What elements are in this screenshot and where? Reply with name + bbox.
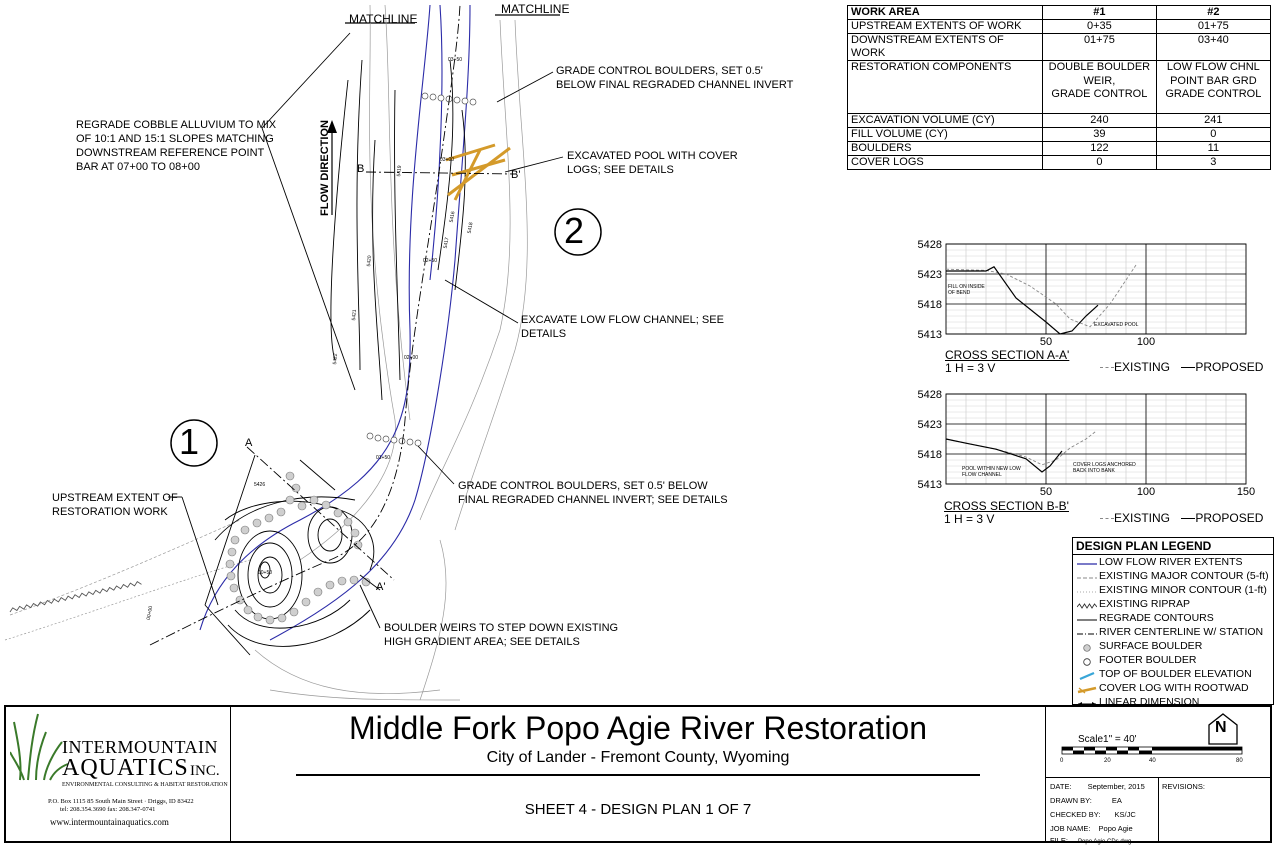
cross-section-b-chart (910, 382, 1260, 497)
legend-title: DESIGN PLAN LEGEND (1073, 538, 1273, 555)
legend-item (1073, 597, 1273, 611)
section-a-prime-label: A' (376, 581, 386, 593)
matchline-right-label: MATCHLINE (501, 2, 570, 16)
table-cell: DOWNSTREAM EXTENTS OF WORK (848, 34, 1043, 61)
table-row (848, 114, 1271, 128)
table-cell: LOW FLOW CHNL POINT BAR GRD GRADE CONTROL (1156, 61, 1270, 114)
company-tagline: ENVIRONMENTAL CONSULTING & HABITAT RESTORATION (62, 782, 228, 788)
table-row (848, 142, 1271, 156)
x-tick-label: 100 (1136, 336, 1156, 347)
cross-section-a-chart (910, 232, 1260, 347)
cross-section-b-title: CROSS SECTION B-B' (944, 499, 1069, 513)
section-a-label: A (245, 437, 253, 449)
field-value: September, 2015 (1087, 782, 1145, 791)
dashdot-icon (1077, 628, 1097, 636)
y-tick-label: 5428 (917, 239, 942, 251)
table-header-cell: #1 (1043, 6, 1157, 20)
station-label: 02+50 (423, 258, 438, 264)
chart-annotation (1073, 462, 1136, 474)
company-phone: tel: 208.354.3690 fax: 208.347-0741 (60, 806, 156, 813)
scale-label: Scale1" = 40' (1078, 734, 1137, 745)
legend-existing: EXISTING (1114, 511, 1171, 525)
legend-item (1073, 639, 1273, 653)
y-tick-label: 5418 (917, 299, 942, 311)
field-value: Popo Agie (1098, 824, 1133, 833)
field-drawn-by (1050, 796, 1122, 805)
x-tick-label: 50 (1039, 336, 1053, 347)
note-pool: EXCAVATED POOL WITH COVER LOGS; SEE DETAILS (567, 150, 738, 176)
legend-item (1073, 555, 1273, 569)
contour-label: 5417 (442, 237, 451, 249)
x-tick-label: 150 (1236, 486, 1256, 497)
field-checked-by (1050, 810, 1136, 819)
contour-label: 5416 (448, 211, 457, 223)
table-cell: 241 (1156, 114, 1270, 128)
scale-bar (1060, 745, 1250, 757)
cross-section-a-title: CROSS SECTION A-A' (945, 348, 1070, 362)
title-block-divider (1045, 707, 1046, 841)
section-line-bb (366, 172, 515, 174)
table-cell: 240 (1043, 114, 1157, 128)
legend-item-label: TOP OF BOULDER ELEVATION (1099, 668, 1252, 680)
chart-annotation-line: FILL ON INSIDE (948, 284, 985, 290)
scale-tick: 0 (1060, 758, 1064, 764)
table-header-cell: WORK AREA (848, 6, 1043, 20)
note-upstream-extent: UPSTREAM EXTENT OF RESTORATION WORK (52, 492, 178, 518)
station-label: 00+00 (145, 605, 155, 621)
table-cell: FILL VOLUME (CY) (848, 128, 1043, 142)
field-value: Popo Agie CDs.dwg (1078, 839, 1132, 845)
contour-label: 5419 (396, 165, 404, 177)
table-cell: 0+35 (1043, 20, 1157, 34)
section-b-prime-label: B' (511, 169, 521, 181)
flow-direction-label: FLOW DIRECTION (319, 120, 331, 216)
work-area-table-header (848, 6, 1271, 20)
contour-label: 5426 (254, 482, 266, 488)
table-cell: EXCAVATION VOLUME (CY) (848, 114, 1043, 128)
table-cell: DOUBLE BOULDER WEIR, GRADE CONTROL (1043, 61, 1157, 114)
cross-section-a-legend (1100, 360, 1263, 374)
table-cell: 11 (1156, 142, 1270, 156)
field-file (1050, 836, 1131, 845)
company-address: P.O. Box 1115 85 South Main Street · Driggs, ID 83422 (48, 798, 194, 805)
chart-annotation-line: EXCAVATED POOL (1094, 322, 1139, 328)
station-label: 00+50 (258, 570, 273, 576)
note-low-flow: EXCAVATE LOW FLOW CHANNEL; SEE DETAILS (521, 314, 724, 340)
sheet-label: SHEET 4 - DESIGN PLAN 1 OF 7 (524, 801, 752, 818)
line-black-icon (1077, 614, 1097, 622)
existing-contours (5, 5, 527, 700)
table-row (848, 128, 1271, 142)
station-label: 01+50 (376, 455, 391, 461)
company-name-line1: INTERMOUNTAIN (62, 737, 219, 757)
legend-item (1073, 667, 1273, 681)
chart-annotation-line: FLOW CHANNEL (962, 472, 1002, 478)
field-label: DATE: (1050, 782, 1072, 791)
chart-annotation (948, 284, 985, 296)
north-label: N (1215, 719, 1227, 736)
legend-item (1073, 611, 1273, 625)
contour-label: 5422 (332, 353, 340, 365)
table-cell: 3 (1156, 156, 1270, 170)
cross-section-a-scale: 1 H = 3 V (945, 361, 996, 375)
log-icon (1077, 684, 1097, 692)
field-job-name (1050, 824, 1133, 833)
legend-item-label: EXISTING RIPRAP (1099, 598, 1191, 610)
boulder-white-icon (1077, 656, 1097, 664)
legend-proposed: PROPOSED (1195, 360, 1264, 374)
scale-tick: 20 (1104, 758, 1111, 764)
company-website: www.intermountainaquatics.com (50, 817, 169, 827)
chart-annotation-line: POOL WITHIN NEW LOW (962, 466, 1021, 472)
field-label: JOB NAME: (1050, 824, 1091, 833)
y-tick-label: 5428 (917, 389, 942, 401)
y-tick-label: 5413 (917, 479, 942, 491)
field-date (1050, 782, 1145, 791)
field-label: DRAWN BY: (1050, 796, 1092, 805)
line-navy-icon (1077, 558, 1097, 566)
table-header-cell: #2 (1156, 6, 1270, 20)
legend-item-label: REGRADE CONTOURS (1099, 612, 1214, 624)
legend-item (1073, 625, 1273, 639)
title-block-divider (1158, 777, 1159, 841)
matchline-left-label: MATCHLINE (349, 12, 418, 26)
zigzag-icon (1077, 600, 1097, 608)
legend-item-label: EXISTING MAJOR CONTOUR (5-ft) (1099, 570, 1269, 582)
y-tick-label: 5423 (917, 419, 942, 431)
legend-item-label: COVER LOG WITH ROOTWAD (1099, 682, 1249, 694)
chart-annotation-line: BACK INTO BANK (1073, 468, 1115, 474)
y-tick-label: 5413 (917, 329, 942, 341)
station-label: 02+00 (404, 355, 419, 361)
legend-item (1073, 653, 1273, 667)
design-plan-legend (1072, 537, 1274, 708)
cyan-text-icon (1077, 670, 1097, 678)
chart-annotation-line: OF BEND (948, 290, 971, 296)
area-1-number: 1 (179, 421, 200, 462)
station-label: 03+00 (440, 157, 455, 163)
river-centerline (150, 5, 463, 645)
field-value: EA (1111, 796, 1122, 805)
chart-annotation-line: COVER LOGS ANCHORED (1073, 462, 1136, 468)
legend-item (1073, 583, 1273, 597)
table-cell: 0 (1043, 156, 1157, 170)
project-subtitle: City of Lander - Fremont County, Wyoming (486, 749, 790, 766)
line-dash-gray-icon (1077, 572, 1097, 580)
y-tick-label: 5418 (917, 449, 942, 461)
note-regrade: REGRADE COBBLE ALLUVIUM TO MIX OF 10:1 AND 15:1 SLOPES MATCHING DOWNSTREAM REFERENCE POINT BAR AT 07+00 TO 08+00 (76, 119, 277, 173)
cross-section-b-scale: 1 H = 3 V (944, 512, 995, 526)
riprap-line (9, 564, 142, 630)
table-cell: RESTORATION COMPONENTS (848, 61, 1043, 114)
grade-control-boulders (367, 93, 476, 446)
table-cell: BOULDERS (848, 142, 1043, 156)
table-cell: UPSTREAM EXTENTS OF WORK (848, 20, 1043, 34)
x-tick-label: 100 (1136, 486, 1156, 497)
scale-tick: 80 (1236, 758, 1243, 764)
cover-logs (446, 145, 510, 200)
table-cell: 39 (1043, 128, 1157, 142)
revisions-label: REVISIONS: (1162, 782, 1205, 791)
project-title: Middle Fork Popo Agie River Restoration (348, 710, 928, 746)
boulder-gray-icon (1077, 642, 1097, 650)
area-2-number: 2 (564, 210, 585, 251)
table-row (848, 20, 1271, 34)
scale-tick: 40 (1149, 758, 1156, 764)
title-underline (296, 774, 980, 776)
legend-existing: EXISTING (1114, 360, 1171, 374)
company-logo-icon (10, 712, 70, 782)
field-value: KS/JC (1114, 810, 1136, 819)
line-dot-gray-icon (1077, 586, 1097, 594)
legend-item-label: FOOTER BOULDER (1099, 654, 1197, 666)
note-grade-control-top: GRADE CONTROL BOULDERS, SET 0.5' BELOW FINAL REGRADED CHANNEL INVERT (556, 65, 794, 91)
table-cell: 122 (1043, 142, 1157, 156)
table-row (848, 61, 1271, 114)
contour-label: 5418 (466, 222, 475, 234)
y-tick-label: 5423 (917, 269, 942, 281)
table-cell: 01+75 (1156, 20, 1270, 34)
x-tick-label: 50 (1039, 486, 1053, 497)
station-label: 03+50 (448, 57, 463, 63)
legend-rows (1073, 555, 1273, 709)
low-flow-channel (200, 5, 470, 640)
table-cell: 01+75 (1043, 34, 1157, 61)
note-grade-control-bottom: GRADE CONTROL BOULDERS, SET 0.5' BELOW FINAL REGRADED CHANNEL INVERT; SEE DETAILS (458, 480, 728, 506)
legend-item-label: RIVER CENTERLINE W/ STATION (1099, 626, 1264, 638)
legend-item-label: SURFACE BOULDER (1099, 640, 1203, 652)
chart-annotation (1094, 322, 1139, 328)
chart-frame (946, 244, 1246, 334)
table-cell: COVER LOGS (848, 156, 1043, 170)
title-block-divider (230, 707, 231, 841)
legend-item (1073, 681, 1273, 695)
note-boulder-weirs: BOULDER WEIRS TO STEP DOWN EXISTING HIGH GRADIENT AREA; SEE DETAILS (384, 622, 619, 648)
table-cell: 0 (1156, 128, 1270, 142)
table-cell: 03+40 (1156, 34, 1270, 61)
contour-label: 5420 (366, 255, 374, 267)
cross-section-b-legend (1100, 511, 1263, 525)
table-row (848, 34, 1271, 61)
work-area-table (847, 5, 1271, 170)
field-label: FILE: (1050, 836, 1068, 845)
field-label: CHECKED BY: (1050, 810, 1101, 819)
contour-label: 5421 (351, 309, 359, 321)
section-b-label: B (357, 163, 365, 175)
legend-proposed: PROPOSED (1195, 511, 1264, 525)
legend-item-label: LINEAR DIMENSION (1099, 696, 1200, 708)
legend-item-label: LOW FLOW RIVER EXTENTS (1099, 556, 1243, 568)
series-line-proposed (946, 267, 1098, 334)
legend-item-label: EXISTING MINOR CONTOUR (1-ft) (1099, 584, 1267, 596)
legend-item (1073, 569, 1273, 583)
table-row (848, 156, 1271, 170)
company-suffix: INC. (190, 763, 220, 779)
company-name-line2: AQUATICS (62, 755, 189, 781)
